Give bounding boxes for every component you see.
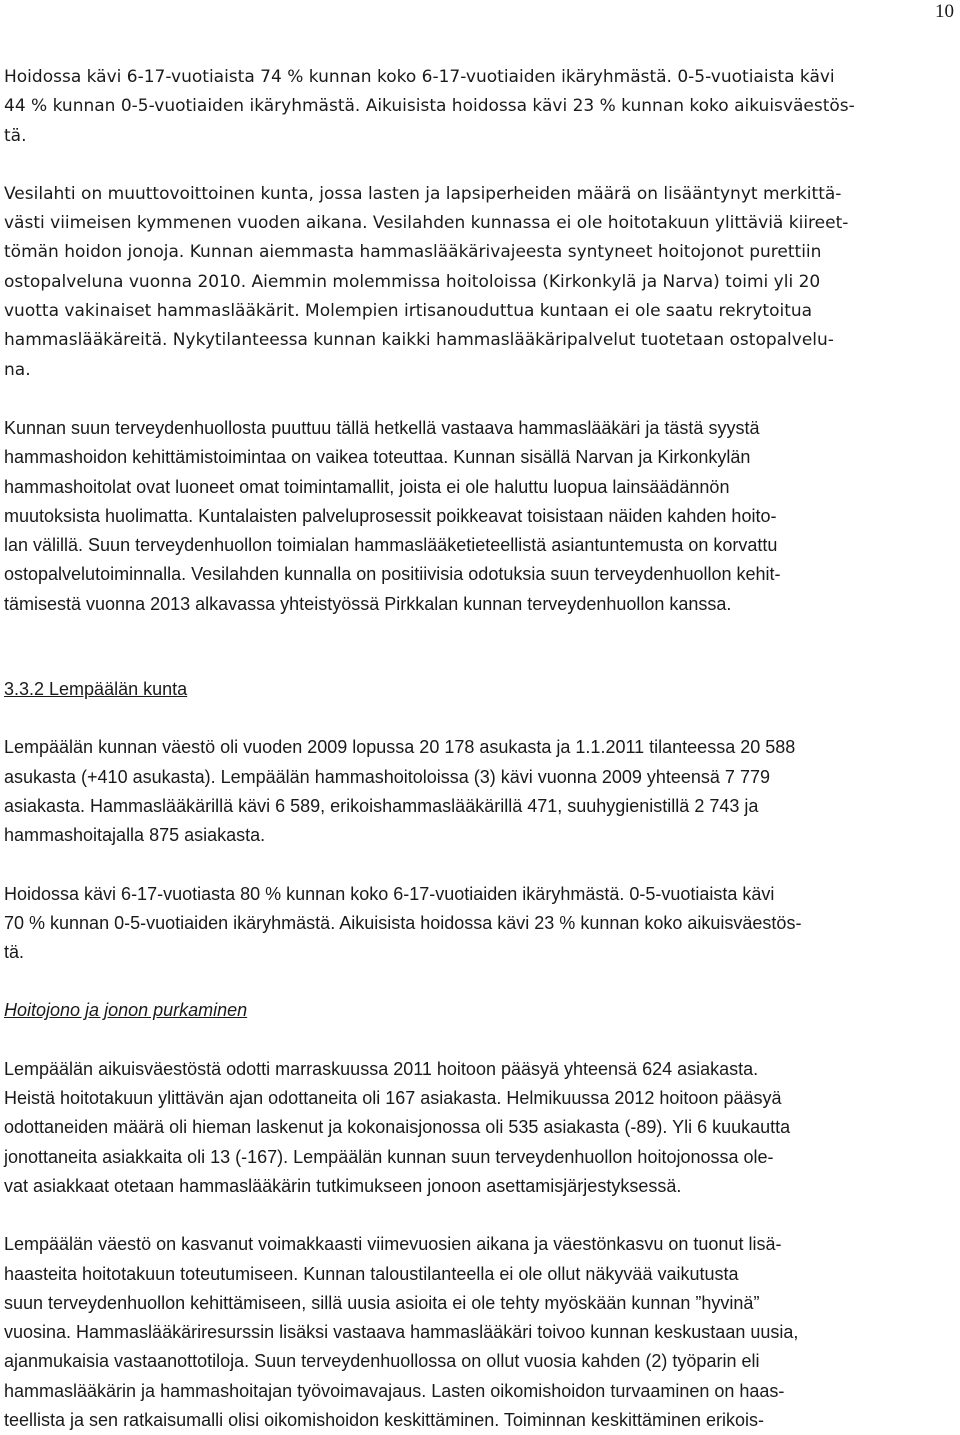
paragraph-vesilahti-development: [4, 414, 956, 619]
text-line: hammashoidon kehittämistoimintaa on vaikea toteuttaa. Kunnan sisällä Narvan ja Kirkonkylän: [4, 447, 751, 468]
text-line: lan välillä. Suun terveydenhuollon toimialan hammaslääketieteellistä asiantuntemusta on korvattu: [4, 535, 778, 556]
section-gap: [4, 619, 956, 675]
text-line: hammashoitolat ovat luoneet omat toimintamallit, joista ei ole haluttu luopua lainsäädännön: [4, 476, 730, 497]
text-line: hammashoitajalla 875 asiakasta.: [4, 825, 266, 846]
text-line: ajanmukaisia vastaanottotiloja. Suun terveydenhuollossa on ollut vuosia kahden (2) työparin eli: [4, 1351, 760, 1372]
subheading-hoitojono: Hoitojono ja jonon purkaminen: [4, 1000, 248, 1021]
text-line: Lempäälän kunnan väestö oli vuoden 2009 lopussa 20 178 asukasta ja 1.1.2011 tilanteessa 20 588: [4, 737, 796, 758]
text-line: tä.: [4, 125, 27, 146]
text-line: suun terveydenhuollon kehittämiseen, sillä uusia asioita ei ole tehty myöskään kunnan ”hyvinä”: [4, 1292, 760, 1313]
text-line: vat asiakkaat otetaan hammaslääkärin tutkimukseen jonoon asettamisjärjestyksessä.: [4, 1175, 682, 1196]
paragraph-lempaala-population: [4, 733, 956, 850]
paragraph-vesilahti-stats: [4, 63, 956, 151]
text-line: Heistä hoitotakuun ylittävän ajan odottaneita oli 167 asiakasta. Helmikuussa 2012 hoitoon pääsyä: [4, 1088, 782, 1109]
text-line: ostopalveluna vuonna 2010. Aiemmin molemmissa hoitoloissa (Kirkonkylä ja Narva) toimi yli 20: [4, 271, 821, 292]
text-line: Hoidossa kävi 6-17-vuotiasta 80 % kunnan koko 6-17-vuotiaiden ikäryhmästä. 0-5-vuotiaista kävi: [4, 883, 775, 904]
page-content: [4, 63, 956, 1435]
text-line: Hoidossa kävi 6-17-vuotiaista 74 % kunnan koko 6-17-vuotiaiden ikäryhmästä. 0-5-vuotiaista kävi: [4, 67, 835, 87]
text-line: Kunnan suun terveydenhuollosta puuttuu tällä hetkellä vastaava hammaslääkäri ja tästä syystä: [4, 417, 760, 438]
paragraph-gap: [4, 851, 956, 880]
text-line: tä.: [4, 942, 25, 963]
text-line: Vesilahti on muuttovoittoinen kunta, jossa lasten ja lapsiperheiden määrä on lisääntynyt merkittä-: [4, 183, 842, 204]
text-line: ostopalvelutoiminnalla. Vesilahden kunnalla on positiivisia odotuksia suun terveydenhuollon kehit-: [4, 564, 781, 585]
text-line: odottaneiden määrä oli hieman laskenut ja kokonaisjonossa oli 535 asiakasta (-89). Yli 6 kuukautta: [4, 1117, 791, 1138]
text-line: 70 % kunnan 0-5-vuotiaiden ikäryhmästä. Aikuisista hoidossa kävi 23 % kunnan koko aikuisväestös-: [4, 912, 802, 933]
text-line: na.: [4, 359, 31, 380]
paragraph-gap: [4, 1201, 956, 1230]
paragraph-vesilahti-migration: [4, 180, 956, 385]
text-line: västi viimeisen kymmenen vuoden aikana. Vesilahden kunnassa ei ole hoitotakuun ylittäviä kiireet-: [4, 213, 849, 234]
text-line: asukasta (+410 asukasta). Lempäälän hammashoitoloissa (3) kävi vuonna 2009 yhteensä 7 779: [4, 766, 770, 787]
text-line: teellista ja sen ratkaisumalli olisi oikomishoidon keskittäminen. Toiminnan keskittäminen erikois-: [4, 1409, 764, 1430]
text-line: Lempäälän väestö on kasvanut voimakkaasti viimevuosien aikana ja väestönkasvu on tuonut lisä-: [4, 1234, 782, 1255]
paragraph-gap: [4, 151, 956, 180]
text-line: hammaslääkäreitä. Nykytilanteessa kunnan kaikki hammaslääkäripalvelut tuotetaan ostopalvelu-: [4, 330, 834, 351]
text-line: tömän hoidon jonoja. Kunnan aiemmasta hammaslääkärivajeesta syntyneet hoitojonot purettiin: [4, 242, 822, 263]
paragraph-gap: [4, 385, 956, 414]
text-line: vuosina. Hammaslääkäriresurssin lisäksi vastaava hammaslääkäri toivoo kunnan keskustaan uusia,: [4, 1322, 799, 1343]
text-line: asiakasta. Hammaslääkärillä kävi 6 589, erikoishammaslääkärillä 471, suuhygienistillä 2 743 ja: [4, 795, 759, 816]
text-line: hammaslääkärin ja hammashoitajan työvoimavajaus. Lasten oikomishoidon turvaaminen on haas-: [4, 1380, 785, 1401]
text-line: haasteita hoitotakuun toteutumiseen. Kunnan taloustilanteella ei ole ollut näkyvää vaikutusta: [4, 1263, 739, 1284]
text-line: muutoksista huolimatta. Kuntalaisten palveluprosessit poikkeavat toisistaan näiden kahden hoito-: [4, 505, 777, 526]
paragraph-gap: [4, 967, 956, 996]
text-line: 44 % kunnan 0-5-vuotiaiden ikäryhmästä. Aikuisista hoidossa kävi 23 % kunnan koko aikuisväestös-: [4, 96, 855, 117]
page-number: 10: [935, 1, 954, 22]
paragraph-lempaala-growth: [4, 1230, 956, 1435]
paragraph-gap: [4, 1026, 956, 1055]
text-line: jonottaneita asiakkaita oli 13 (-167). Lempäälän kunnan suun terveydenhuollon hoitojonossa ole-: [4, 1146, 774, 1167]
text-line: Lempäälän aikuisväestöstä odotti marraskuussa 2011 hoitoon pääsyä yhteensä 624 asiakasta.: [4, 1058, 759, 1079]
text-line: vuotta vakinaiset hammaslääkärit. Molempien irtisanouduttua kuntaan ei ole saatu rekrytoitua: [4, 301, 813, 322]
section-heading: 3.3.2 Lempäälän kunta: [4, 679, 188, 700]
text-line: tämisestä vuonna 2013 alkavassa yhteistyössä Pirkkalan kunnan terveydenhuollon kanssa.: [4, 593, 732, 614]
paragraph-lempaala-queue: [4, 1055, 956, 1201]
paragraph-gap: [4, 704, 956, 733]
paragraph-lempaala-stats: [4, 880, 956, 968]
